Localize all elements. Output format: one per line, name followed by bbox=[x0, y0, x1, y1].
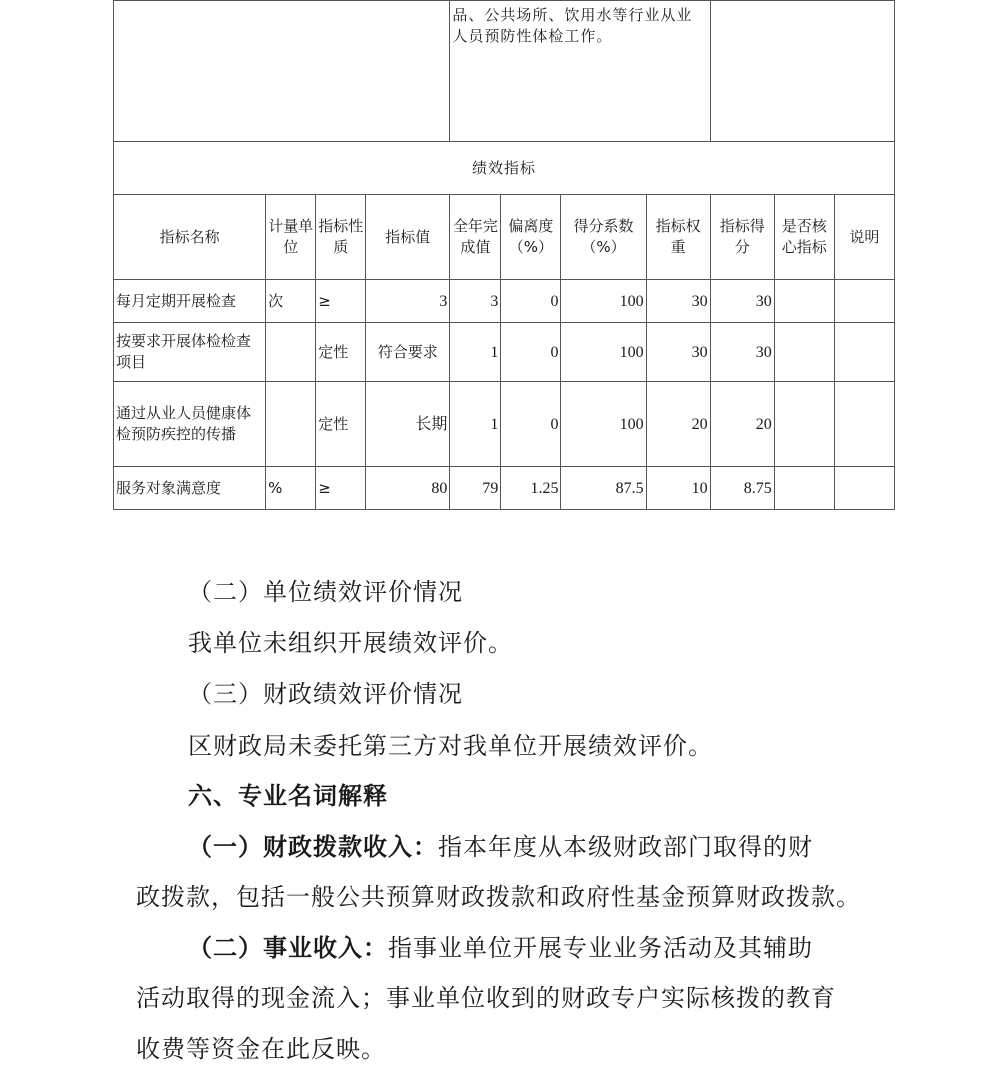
table-header-row bbox=[114, 195, 895, 280]
weight-cell: 30 bbox=[646, 323, 710, 382]
header-cell: 是否核心指标 bbox=[774, 195, 834, 280]
table-row-continuation bbox=[114, 1, 895, 142]
table-cell-empty bbox=[710, 1, 894, 142]
header-cell: 计量单位 bbox=[266, 195, 316, 280]
unit-cell bbox=[266, 382, 316, 467]
table-cell-empty bbox=[114, 1, 450, 142]
paragraph-finance-evaluation: 区财政局未委托第三方对我单位开展绩效评价。 bbox=[188, 732, 713, 760]
indicator-name-cell: 服务对象满意度 bbox=[114, 467, 266, 510]
indicator-name-cell: 通过从业人员健康体检预防疾控的传播 bbox=[114, 382, 266, 467]
target-value-cell: 长期 bbox=[366, 382, 450, 467]
nature-cell: ≥ bbox=[316, 467, 366, 510]
nature-cell: 定性 bbox=[316, 323, 366, 382]
heading-finance-evaluation: （三）财政绩效评价情况 bbox=[188, 680, 463, 708]
term-label: （一）财政拨款收入： bbox=[188, 833, 438, 861]
target-value-cell: 80 bbox=[366, 467, 450, 510]
core-indicator-cell bbox=[774, 280, 834, 323]
deviation-cell: 0 bbox=[501, 323, 561, 382]
score-cell: 8.75 bbox=[710, 467, 774, 510]
score-cell: 20 bbox=[710, 382, 774, 467]
weight-cell: 30 bbox=[646, 280, 710, 323]
header-cell: 得分系数（%） bbox=[561, 195, 646, 280]
indicator-name-cell: 按要求开展体检检查项目 bbox=[114, 323, 266, 382]
term-definition: 指本年度从本级财政部门取得的财 bbox=[438, 833, 813, 861]
unit-cell bbox=[266, 323, 316, 382]
remark-cell bbox=[834, 280, 894, 323]
deviation-cell: 0 bbox=[501, 382, 561, 467]
target-value-cell: 3 bbox=[366, 280, 450, 323]
table-row bbox=[114, 323, 895, 382]
deviation-cell: 1.25 bbox=[501, 467, 561, 510]
nature-cell: ≥ bbox=[316, 280, 366, 323]
nature-cell: 定性 bbox=[316, 382, 366, 467]
target-value-cell: 符合要求 bbox=[366, 323, 450, 382]
score-cell: 30 bbox=[710, 323, 774, 382]
header-cell: 指标名称 bbox=[114, 195, 266, 280]
performance-table-container bbox=[113, 0, 895, 507]
header-cell: 指标得分 bbox=[710, 195, 774, 280]
actual-value-cell: 3 bbox=[450, 280, 501, 323]
unit-cell: 次 bbox=[266, 280, 316, 323]
header-cell: 全年完成值 bbox=[450, 195, 501, 280]
core-indicator-cell bbox=[774, 467, 834, 510]
header-cell: 说明 bbox=[834, 195, 894, 280]
term-label: （二）事业收入： bbox=[188, 934, 388, 962]
core-indicator-cell bbox=[774, 382, 834, 467]
performance-indicator-table bbox=[113, 0, 895, 510]
unit-cell: % bbox=[266, 467, 316, 510]
table-row bbox=[114, 467, 895, 510]
score-coefficient-cell: 100 bbox=[561, 280, 646, 323]
term-definition-continued: 政拨款，包括一般公共预算财政拨款和政府性基金预算财政拨款。 bbox=[136, 883, 861, 911]
table-row bbox=[114, 280, 895, 323]
term-definition-continued: 收费等资金在此反映。 bbox=[136, 1035, 386, 1063]
paragraph-unit-evaluation: 我单位未组织开展绩效评价。 bbox=[188, 629, 513, 657]
header-cell: 偏离度（%） bbox=[501, 195, 561, 280]
weight-cell: 10 bbox=[646, 467, 710, 510]
core-indicator-cell bbox=[774, 323, 834, 382]
deviation-cell: 0 bbox=[501, 280, 561, 323]
term-definition-continued: 活动取得的现金流入；事业单位收到的财政专户实际核拨的教育 bbox=[136, 984, 836, 1012]
remark-cell bbox=[834, 467, 894, 510]
term-financial-appropriation bbox=[188, 827, 813, 862]
actual-value-cell: 79 bbox=[450, 467, 501, 510]
term-definition: 指事业单位开展专业业务活动及其辅助 bbox=[388, 934, 813, 962]
remark-cell bbox=[834, 323, 894, 382]
indicator-name-cell: 每月定期开展检查 bbox=[114, 280, 266, 323]
actual-value-cell: 1 bbox=[450, 382, 501, 467]
table-row bbox=[114, 382, 895, 467]
term-business-income bbox=[188, 928, 813, 963]
header-cell: 指标权重 bbox=[646, 195, 710, 280]
heading-terms-explanation: 六、专业名词解释 bbox=[188, 782, 388, 810]
remark-cell bbox=[834, 382, 894, 467]
header-cell: 指标值 bbox=[366, 195, 450, 280]
task-description-cell: 品、公共场所、饮用水等行业从业人员预防性体检工作。 bbox=[450, 1, 710, 142]
score-coefficient-cell: 87.5 bbox=[561, 467, 646, 510]
table-row-section bbox=[114, 142, 895, 195]
weight-cell: 20 bbox=[646, 382, 710, 467]
actual-value-cell: 1 bbox=[450, 323, 501, 382]
header-cell: 指标性质 bbox=[316, 195, 366, 280]
heading-unit-evaluation: （二）单位绩效评价情况 bbox=[188, 578, 463, 606]
score-cell: 30 bbox=[710, 280, 774, 323]
section-title-cell: 绩效指标 bbox=[114, 142, 895, 195]
score-coefficient-cell: 100 bbox=[561, 382, 646, 467]
score-coefficient-cell: 100 bbox=[561, 323, 646, 382]
